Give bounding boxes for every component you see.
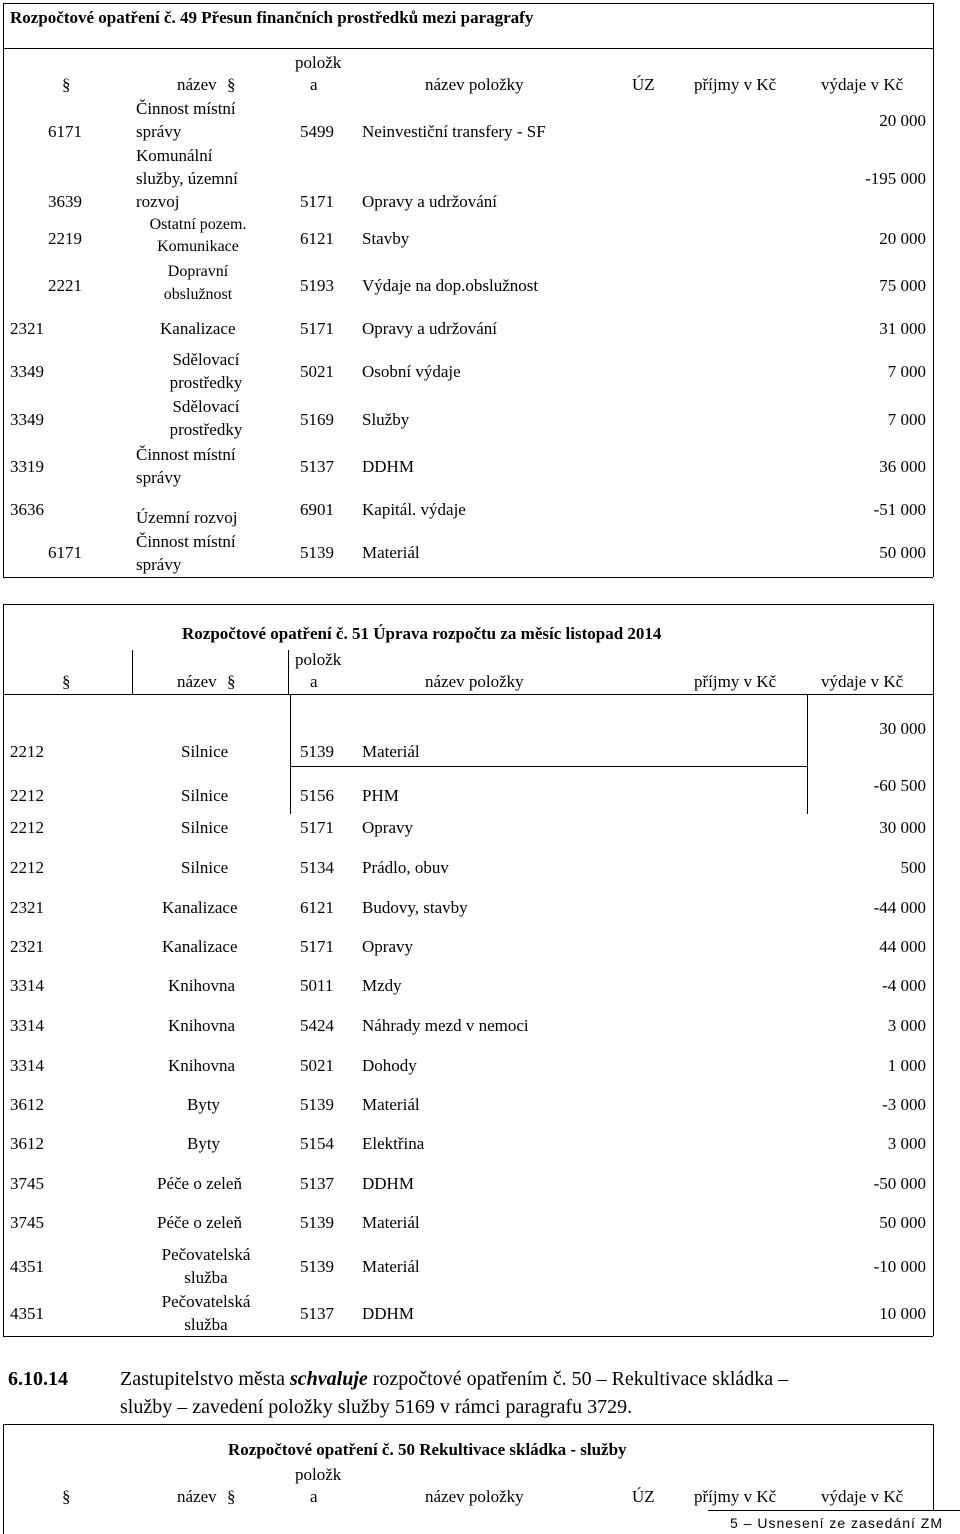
row-expense: 500 — [900, 858, 926, 877]
row-item-name: Služby — [362, 410, 410, 429]
row-name: rozvoj — [136, 192, 180, 211]
row-item-name: Mzdy — [362, 976, 402, 995]
row-item: 5137 — [300, 1304, 334, 1323]
header-section-sign: § — [62, 1487, 71, 1506]
header-name: název — [177, 75, 217, 94]
header-item-line2: a — [310, 1487, 318, 1506]
row-expense: 20 000 — [879, 111, 926, 130]
row-item: 5154 — [300, 1134, 334, 1153]
row-expense: 44 000 — [879, 937, 926, 956]
row-section: 2212 — [10, 858, 44, 877]
row-item-name: Opravy — [362, 937, 413, 956]
row-name: Silnice — [181, 818, 229, 837]
row-name: Silnice — [181, 742, 229, 761]
row-item: 5499 — [300, 122, 334, 141]
row-expense: 3 000 — [887, 1016, 926, 1035]
row-item: 5021 — [300, 362, 334, 381]
row-name: prostředky — [169, 373, 243, 392]
row-name: Sdělovací — [172, 397, 240, 416]
row-expense: -51 000 — [873, 500, 926, 519]
row-section: 6171 — [48, 543, 82, 562]
row-section: 3639 — [48, 192, 82, 211]
page-footer: 5 – Usnesení ze zasedání ZM — [730, 1515, 943, 1531]
row-section: 2321 — [10, 898, 44, 917]
row-name: Sdělovací — [172, 350, 240, 369]
row-item-name: Náhrady mezd v nemoci — [362, 1016, 529, 1035]
row-item: 5193 — [300, 276, 334, 295]
row-section: 4351 — [10, 1304, 44, 1323]
row-item: 6901 — [300, 500, 334, 519]
row-section: 3349 — [10, 410, 44, 429]
header-section-sign: § — [227, 75, 236, 94]
row-expense: 7 000 — [887, 410, 926, 429]
row-name: Činnost místní — [136, 445, 236, 464]
row-section: 3745 — [10, 1213, 44, 1232]
row-name: Knihovna — [168, 1056, 236, 1075]
header-name: název — [177, 672, 217, 691]
row-name: prostředky — [169, 420, 243, 439]
row-section: 3636 — [10, 500, 44, 519]
table-title: Rozpočtové opatření č. 50 Rekultivace skládka - služby — [228, 1440, 627, 1459]
header-item-name: název položky — [425, 75, 524, 94]
row-name: Knihovna — [168, 1016, 236, 1035]
header-expense: výdaje v Kč — [821, 1487, 904, 1506]
row-item-name: Materiál — [362, 1257, 420, 1276]
row-name: Dopravní — [167, 263, 229, 280]
row-section: 3349 — [10, 362, 44, 381]
resolution-number: 6.10.14 — [8, 1368, 68, 1390]
row-item: 5139 — [300, 1257, 334, 1276]
row-item: 5171 — [300, 319, 334, 338]
header-item-line1: položk — [295, 650, 342, 669]
row-name: Územní rozvoj — [136, 508, 238, 527]
header-uz: ÚZ — [632, 1487, 655, 1506]
row-name: správy — [136, 122, 182, 141]
row-expense: -60 500 — [873, 776, 926, 795]
row-item: 5139 — [300, 1213, 334, 1232]
row-name: Péče o zeleň — [157, 1213, 242, 1232]
row-item: 6121 — [300, 229, 334, 248]
row-section: 3319 — [10, 457, 44, 476]
header-item-line2: a — [310, 672, 318, 691]
row-name: Pečovatelská — [161, 1245, 251, 1264]
row-item-name: DDHM — [362, 1304, 414, 1323]
row-name: Kanalizace — [160, 319, 236, 338]
row-section: 2221 — [48, 276, 82, 295]
row-name: Byty — [187, 1095, 221, 1114]
row-item: 5021 — [300, 1056, 334, 1075]
row-name: Činnost místní — [136, 99, 236, 118]
row-name: Pečovatelská — [161, 1292, 251, 1311]
header-income: příjmy v Kč — [694, 1487, 777, 1506]
resolution-line-1: Zastupitelstvo města schvaluje rozpočtové opatřením č. 50 – Rekultivace skládka – — [120, 1368, 789, 1390]
row-expense: 36 000 — [879, 457, 926, 476]
row-expense: 30 000 — [879, 818, 926, 837]
row-expense: 20 000 — [879, 229, 926, 248]
row-name: Byty — [187, 1134, 221, 1153]
header-section-sign: § — [227, 672, 236, 691]
row-expense: 75 000 — [879, 276, 926, 295]
row-item: 5169 — [300, 410, 334, 429]
row-item: 5424 — [300, 1016, 334, 1035]
row-item-name: Dohody — [362, 1056, 417, 1075]
header-section-sign: § — [227, 1487, 236, 1506]
row-name: Péče o zeleň — [157, 1174, 242, 1193]
row-expense: 10 000 — [879, 1304, 926, 1323]
row-item: 5171 — [300, 192, 334, 211]
row-name: služby, územní — [136, 169, 238, 188]
header-name: název — [177, 1487, 217, 1506]
row-item-name: Materiál — [362, 543, 420, 562]
row-expense: 50 000 — [879, 543, 926, 562]
row-item-name: Budovy, stavby — [362, 898, 468, 917]
row-name: Silnice — [181, 858, 229, 877]
row-item-name: Materiál — [362, 742, 420, 761]
row-section: 2321 — [10, 319, 44, 338]
header-expense: výdaje v Kč — [821, 75, 904, 94]
row-item: 5137 — [300, 1174, 334, 1193]
header-item-line2: a — [310, 75, 318, 94]
row-section: 2321 — [10, 937, 44, 956]
row-item: 5139 — [300, 1095, 334, 1114]
header-item-line1: položk — [295, 1465, 342, 1484]
row-item-name: Opravy — [362, 818, 413, 837]
row-item-name: Neinvestiční transfery - SF — [362, 122, 546, 141]
row-item: 5171 — [300, 818, 334, 837]
row-item-name: DDHM — [362, 1174, 414, 1193]
row-expense: 50 000 — [879, 1213, 926, 1232]
row-name: Komunální — [136, 146, 213, 165]
row-item-name: Elektřina — [362, 1134, 425, 1153]
row-expense: -44 000 — [873, 898, 926, 917]
row-name: správy — [136, 468, 182, 487]
row-item-name: Prádlo, obuv — [362, 858, 449, 877]
row-item: 5011 — [300, 976, 334, 995]
row-item-name: Materiál — [362, 1213, 420, 1232]
row-name: Kanalizace — [162, 898, 238, 917]
row-expense: -10 000 — [873, 1257, 926, 1276]
row-item-name: Kapitál. výdaje — [362, 500, 466, 519]
row-item-name: DDHM — [362, 457, 414, 476]
row-section: 2219 — [48, 229, 82, 248]
header-section-sign: § — [62, 672, 71, 691]
header-income: příjmy v Kč — [694, 672, 777, 691]
row-section: 2212 — [10, 818, 44, 837]
row-name: Ostatní pozem. — [149, 216, 247, 233]
row-item: 5156 — [300, 786, 334, 805]
resolution-line-2: služby – zavedení položky služby 5169 v rámci paragrafu 3729. — [120, 1396, 633, 1418]
header-item-name: název položky — [425, 672, 524, 691]
row-item-name: Materiál — [362, 1095, 420, 1114]
row-section: 3612 — [10, 1134, 44, 1153]
row-item-name: Osobní výdaje — [362, 362, 461, 381]
row-expense: 7 000 — [887, 362, 926, 381]
row-item: 6121 — [300, 898, 334, 917]
row-name: správy — [136, 555, 182, 574]
row-name: Komunikace — [157, 238, 239, 255]
row-item-name: Stavby — [362, 229, 410, 248]
header-income: příjmy v Kč — [694, 75, 777, 94]
row-section: 6171 — [48, 122, 82, 141]
row-item: 5139 — [300, 543, 334, 562]
row-item: 5134 — [300, 858, 334, 877]
row-item: 5137 — [300, 457, 334, 476]
row-section: 3314 — [10, 1016, 44, 1035]
row-name: služba — [184, 1268, 228, 1287]
row-item: 5139 — [300, 742, 334, 761]
row-expense: -50 000 — [873, 1174, 926, 1193]
row-name: Knihovna — [168, 976, 236, 995]
header-uz: ÚZ — [632, 75, 655, 94]
row-item-name: Opravy a udržování — [362, 319, 498, 338]
header-section-sign: § — [62, 75, 71, 94]
row-expense: -3 000 — [882, 1095, 926, 1114]
row-item: 5171 — [300, 937, 334, 956]
row-section: 3314 — [10, 976, 44, 995]
row-section: 4351 — [10, 1257, 44, 1276]
row-section: 3745 — [10, 1174, 44, 1193]
row-expense: 1 000 — [887, 1056, 926, 1075]
row-expense: 3 000 — [887, 1134, 926, 1153]
row-item-name: Výdaje na dop.obslužnost — [362, 276, 539, 295]
row-name: obslužnost — [163, 286, 233, 303]
row-section: 2212 — [10, 786, 44, 805]
table-title: Rozpočtové opatření č. 51 Úprava rozpočtu za měsíc listopad 2014 — [182, 624, 662, 643]
row-name: Silnice — [181, 786, 229, 805]
row-name: služba — [184, 1315, 228, 1334]
row-expense: 31 000 — [879, 319, 926, 338]
row-section: 2212 — [10, 742, 44, 761]
row-expense: -4 000 — [882, 976, 926, 995]
row-expense: 30 000 — [879, 719, 926, 738]
header-item-name: název položky — [425, 1487, 524, 1506]
row-name: Činnost místní — [136, 532, 236, 551]
row-item-name: PHM — [362, 786, 399, 805]
row-expense: -195 000 — [865, 169, 926, 188]
row-section: 3612 — [10, 1095, 44, 1114]
row-name: Kanalizace — [162, 937, 238, 956]
header-expense: výdaje v Kč — [821, 672, 904, 691]
resolution-verb: schvaluje — [289, 1368, 368, 1390]
table-title: Rozpočtové opatření č. 49 Přesun finančních prostředků mezi paragrafy — [10, 8, 534, 27]
row-section: 3314 — [10, 1056, 44, 1075]
row-item-name: Opravy a udržování — [362, 192, 498, 211]
header-item-line1: položk — [295, 53, 342, 72]
